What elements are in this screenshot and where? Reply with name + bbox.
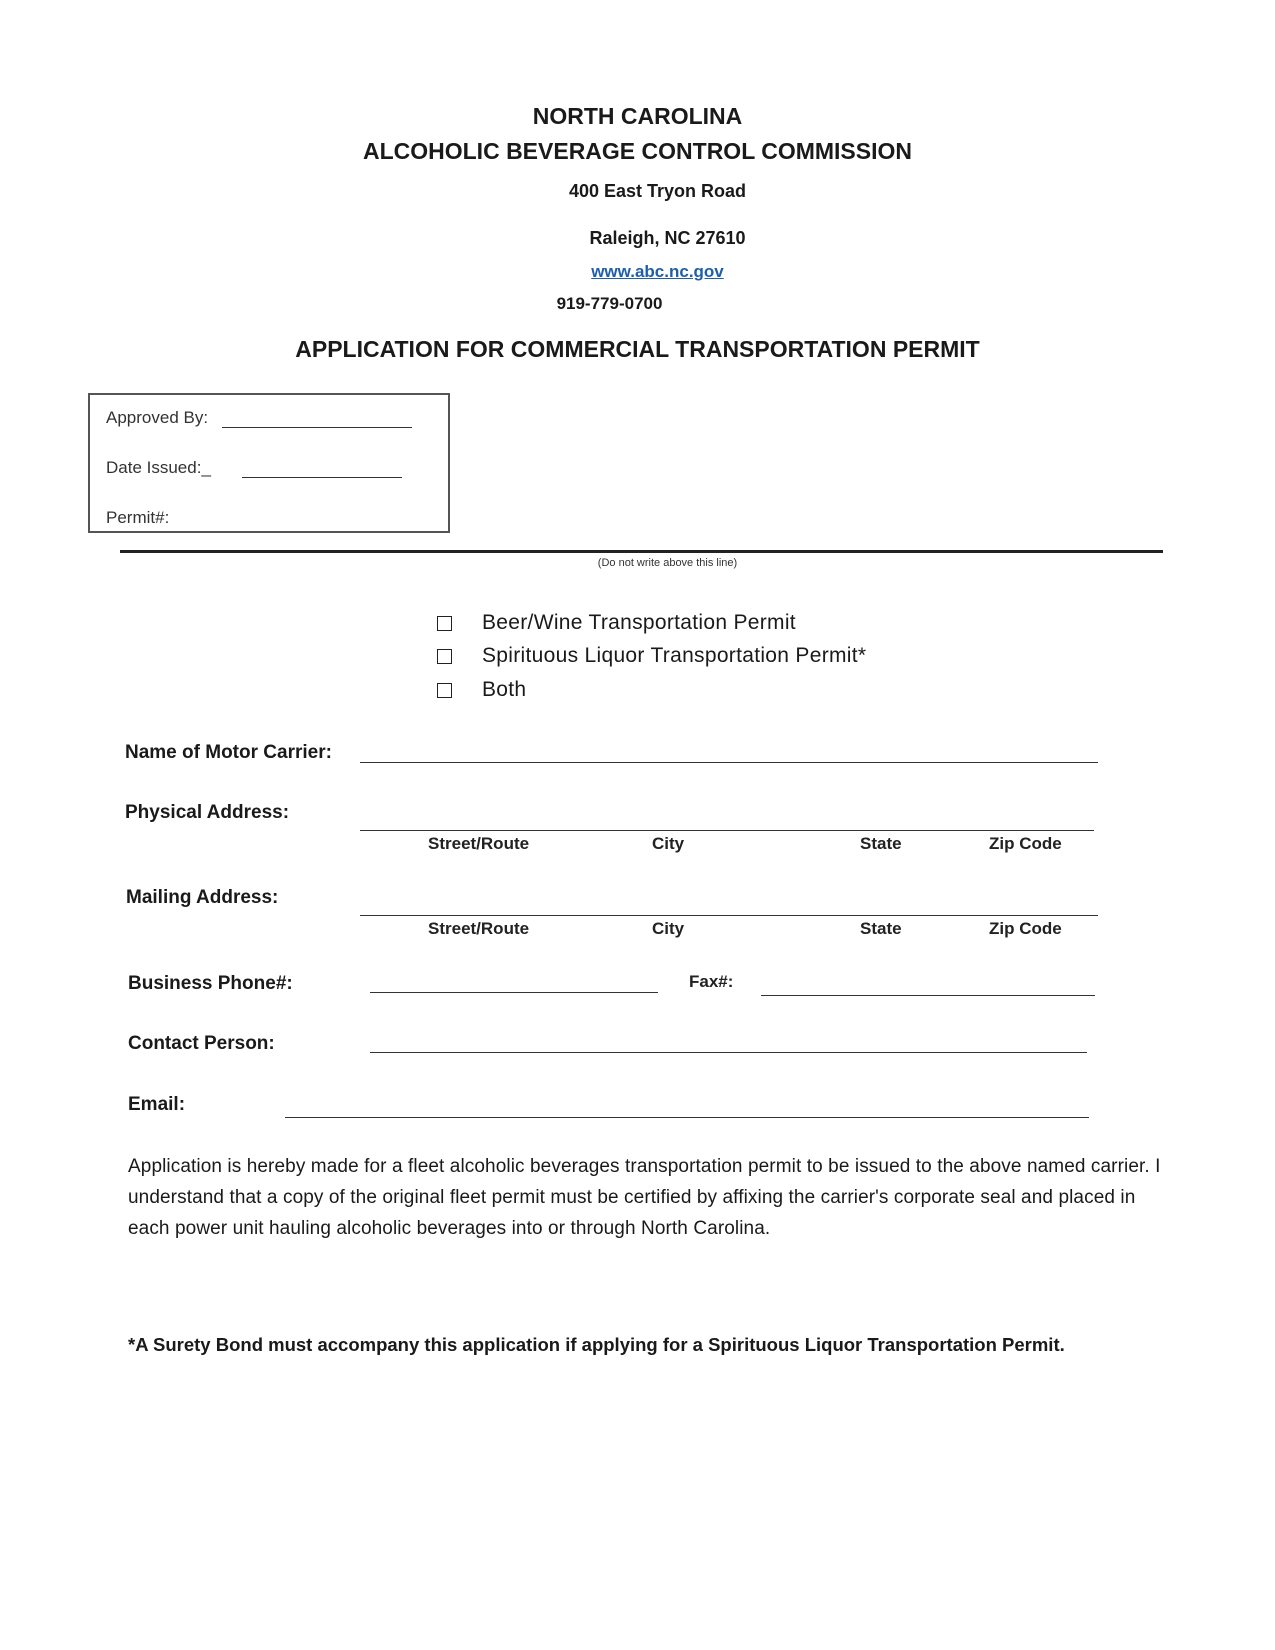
mailing-city-caption: City (652, 919, 685, 938)
mailing-state-caption: State (860, 919, 902, 938)
divider-line (120, 550, 1163, 553)
approved-by-label: Approved By: (106, 408, 209, 427)
email-label: Email: (128, 1094, 186, 1115)
beer-wine-label: Beer/Wine Transportation Permit (482, 611, 796, 634)
mailing-address-field[interactable] (360, 914, 1098, 916)
fax-label: Fax#: (689, 972, 734, 991)
website-link[interactable]: www.abc.nc.gov (591, 262, 724, 281)
address-line-1: 400 East Tryon Road (568, 181, 747, 201)
phone-number: 919-779-0700 (556, 294, 663, 313)
motor-carrier-label: Name of Motor Carrier: (125, 742, 332, 763)
application-statement: Application is hereby made for a fleet alcoholic beverages transportation permit to be issued to the above named carrier. I understand that a copy of the original fleet permit must be certified by affixing the carrier's corporate seal and placed in each power unit hauling alcoholic beverages into or through North Carolina. (128, 1156, 1161, 1239)
form-title: APPLICATION FOR COMMERCIAL TRANSPORTATION PERMIT (295, 336, 980, 362)
physical-zip-caption: Zip Code (989, 834, 1062, 853)
office-use-box (88, 393, 450, 533)
contact-person-label: Contact Person: (128, 1033, 275, 1054)
email-field[interactable] (285, 1116, 1089, 1118)
physical-street-caption: Street/Route (428, 834, 530, 853)
business-phone-field[interactable] (370, 991, 658, 993)
physical-state-caption: State (860, 834, 902, 853)
business-phone-label: Business Phone#: (128, 973, 293, 994)
beer-wine-checkbox[interactable] (437, 616, 452, 631)
date-issued-label: Date Issued:_ (106, 458, 211, 477)
option-both[interactable] (437, 675, 526, 705)
motor-carrier-field[interactable] (360, 761, 1098, 763)
mailing-street-caption: Street/Route (428, 919, 530, 938)
fax-field[interactable] (761, 994, 1095, 996)
mailing-address-label: Mailing Address: (126, 887, 279, 908)
physical-address-field[interactable] (360, 829, 1094, 831)
surety-bond-footnote: *A Surety Bond must accompany this application if applying for a Spirituous Liquor Transportation Permit. (128, 1334, 1065, 1355)
contact-person-field[interactable] (370, 1051, 1087, 1053)
both-checkbox[interactable] (437, 683, 452, 698)
both-label: Both (482, 678, 527, 701)
state-heading: NORTH CAROLINA (532, 103, 743, 129)
physical-address-label: Physical Address: (125, 802, 290, 823)
approved-by-field[interactable] (222, 427, 412, 428)
option-beer-wine[interactable] (437, 608, 796, 638)
permit-number-label: Permit#: (106, 508, 170, 527)
address-line-2: Raleigh, NC 27610 (589, 228, 746, 248)
spirituous-liquor-label: Spirituous Liquor Transportation Permit* (482, 644, 867, 667)
option-spirituous-liquor[interactable] (437, 641, 866, 671)
physical-city-caption: City (652, 834, 685, 853)
divider-note: (Do not write above this line) (597, 557, 738, 569)
agency-heading: ALCOHOLIC BEVERAGE CONTROL COMMISSION (362, 138, 913, 164)
mailing-zip-caption: Zip Code (989, 919, 1062, 938)
date-issued-field[interactable] (242, 477, 402, 478)
spirituous-liquor-checkbox[interactable] (437, 649, 452, 664)
